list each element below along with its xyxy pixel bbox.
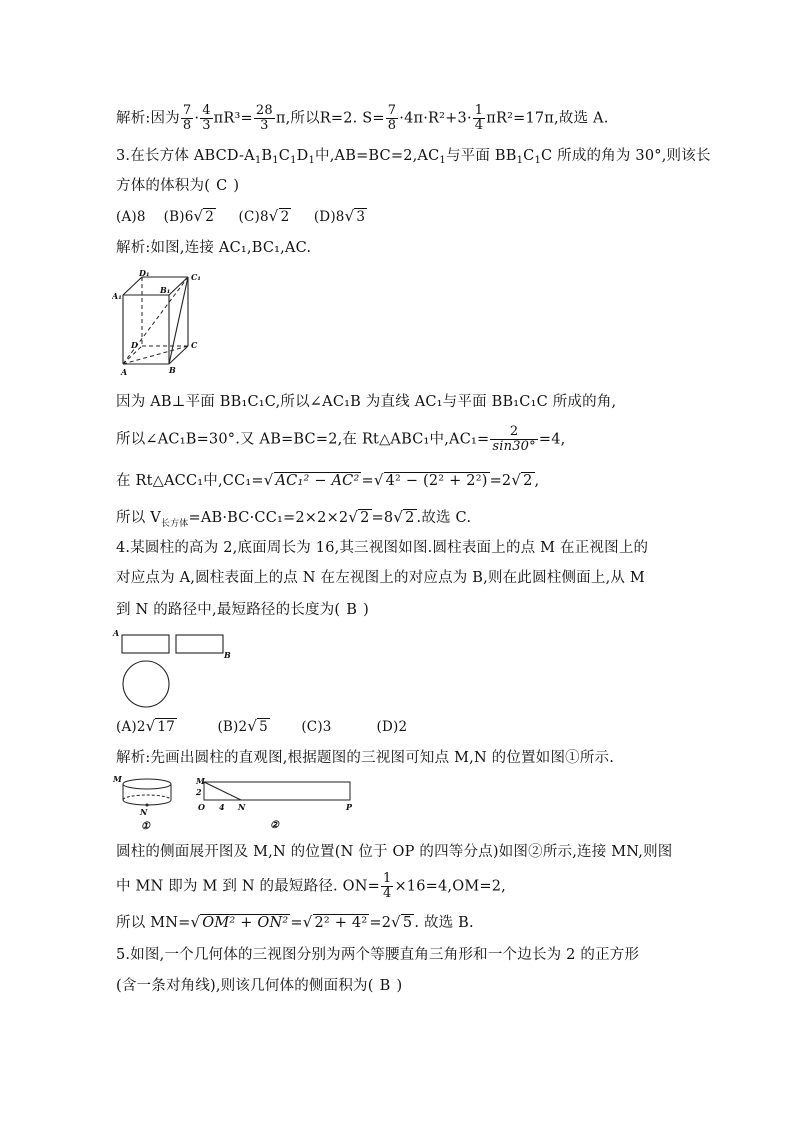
label-d: D [131, 340, 138, 350]
solution-3-intro: 解析:如图,连接 AC₁,BC₁,AC. [116, 240, 312, 256]
label-p: P [346, 802, 353, 812]
label-m: M [196, 776, 205, 786]
option-c: (C)8√ 2 [238, 207, 290, 225]
option-d: (D)8√ 3 [313, 207, 366, 225]
solution-line-q2: 解析:因为 $\frac{7}{8}$ · $\frac{4}{3}$ πR³= $\frac{28}{3}$ π,所以R=2. S= $\frac{7}{8}$ ·4π·R²+3· $\frac{1}{4}$ πR²=17π,故选 A. [116, 103, 609, 133]
solution-3-line-1: 因为 AB⊥平面 BB₁C₁C,所以∠AC₁B 为直线 AC₁与平面 BB₁C₁C 所成的角, [116, 394, 617, 410]
fraction: $\frac{28}{3}$ [255, 103, 273, 133]
fraction: $\frac{7}{8}$ [387, 103, 397, 133]
unrolled-rectangle-figure-2 [192, 774, 362, 832]
solution-4-line-2: 中 MN 即为 M 到 N 的最短路径. ON= $\frac{1}{4}$ ×16=4,OM=2, [116, 871, 506, 901]
question-4-options [116, 716, 407, 737]
sqrt-expression: √ AC₁² − AC² [263, 471, 360, 489]
label-m: M [113, 774, 122, 784]
solution-4-intro: 解析:先画出圆柱的直观图,根据题图的三视图可知点 M,N 的位置如图①所示. [116, 750, 615, 766]
option-b: (B)2√ 5 [217, 717, 268, 735]
label-c: C [191, 340, 198, 350]
label-d1: D₁ [139, 268, 150, 278]
figure-number-1: ① [141, 821, 150, 832]
label-b: B [224, 650, 231, 660]
answer-mark: B [379, 978, 391, 994]
figure-number-2: ② [270, 820, 279, 831]
question-4-line-3: 到 N 的路径中,最短路径的长度为( B ) [116, 602, 369, 618]
solution-4-line-3: 所以 MN=√ OM² + ON² =√ 2² + 4² =2√ 5 . 故选 B. [116, 913, 474, 931]
label-n: N [140, 807, 148, 817]
question-3-text: 3.在长方体 ABCD-$A_1B_1C_1D_1$中$,AB=BC=2,AC_1$与平面 $BB_1C_1C$ 所成的角为 30°,则该长 [116, 148, 711, 166]
label-n: N [238, 802, 246, 812]
question-5-line-1: 5.如图,一个几何体的三视图分别为两个等腰直角三角形和一个边长为 2 的正方形 [116, 947, 640, 963]
option-b: (B)6√ 2 [163, 207, 215, 225]
cylinder-figure-1 [112, 774, 182, 832]
solution-3-line-4: 所以 $V_{长方体}=AB\cdot BC\cdot CC_1=2\times 2\times 2√$ 2 =8√ 2 .故选 C. [116, 508, 472, 529]
fraction: $\frac{7}{8}$ [182, 103, 192, 133]
label-b: B [169, 365, 176, 375]
option-a: (A)8 [116, 209, 146, 225]
question-4-line-1: 4.某圆柱的高为 2,底面周长为 16,其三视图如图.圆柱表面上的点 M 在正视图上的 [116, 540, 649, 556]
solution-4-line-1: 圆柱的侧面展开图及 M,N 的位置(N 位于 OP 的四等分点)如图②所示,连接 MN,则图 [116, 844, 673, 860]
question-5-line-2: (含一条对角线),则该几何体的侧面积为( B ) [116, 978, 403, 994]
three-views-figure [112, 628, 237, 713]
question-4-line-2: 对应点为 A,圆柱表面上的点 N 在左视图上的对应点为 B,则在此圆柱侧面上,从 M [116, 570, 645, 586]
option-c: (C)3 [301, 719, 332, 735]
fraction: $\frac{2}{\sin 30^\circ}$ [492, 424, 536, 454]
sqrt-expression: √ 2² + 4² [302, 913, 368, 931]
solution-3-line-2: 所以∠AC₁B=30°.又 AB=BC=2,在 Rt△ABC₁中,AC₁= $\frac{2}{\sin 30^\circ}$ =4, [116, 424, 566, 454]
label-a1: A₁ [112, 291, 122, 301]
solution-3-line-3: 在 Rt△ACC₁中,CC₁=√ AC₁² − AC² =√ 4² − (2² + 2²) =2√ 2 , [116, 471, 540, 489]
cuboid-figure [112, 268, 212, 378]
label-2: 2 [196, 787, 202, 797]
option-d: (D)2 [376, 719, 408, 735]
fraction: $\frac{4}{3}$ [202, 103, 211, 133]
answer-mark: B [346, 602, 358, 618]
label-a: A [113, 628, 120, 638]
label-c1: C₁ [191, 272, 201, 282]
option-a: (A)2√ 17 [116, 717, 176, 735]
fraction: $\frac{1}{4}$ [474, 103, 484, 133]
sqrt-expression: √ OM² + ON² [190, 913, 289, 931]
label-a: A [121, 367, 128, 377]
label-o: O [198, 802, 205, 812]
question-3-options [116, 206, 367, 227]
label-4: 4 [219, 802, 225, 812]
question-3-text-cont: 方体的体积为( C ) [116, 178, 240, 194]
sqrt-expression: √ 4² − (2² + 2²) [373, 471, 488, 489]
fraction: $\frac{1}{4}$ [382, 871, 392, 901]
answer-mark: C [216, 178, 228, 194]
label-b1: B₁ [160, 285, 171, 295]
